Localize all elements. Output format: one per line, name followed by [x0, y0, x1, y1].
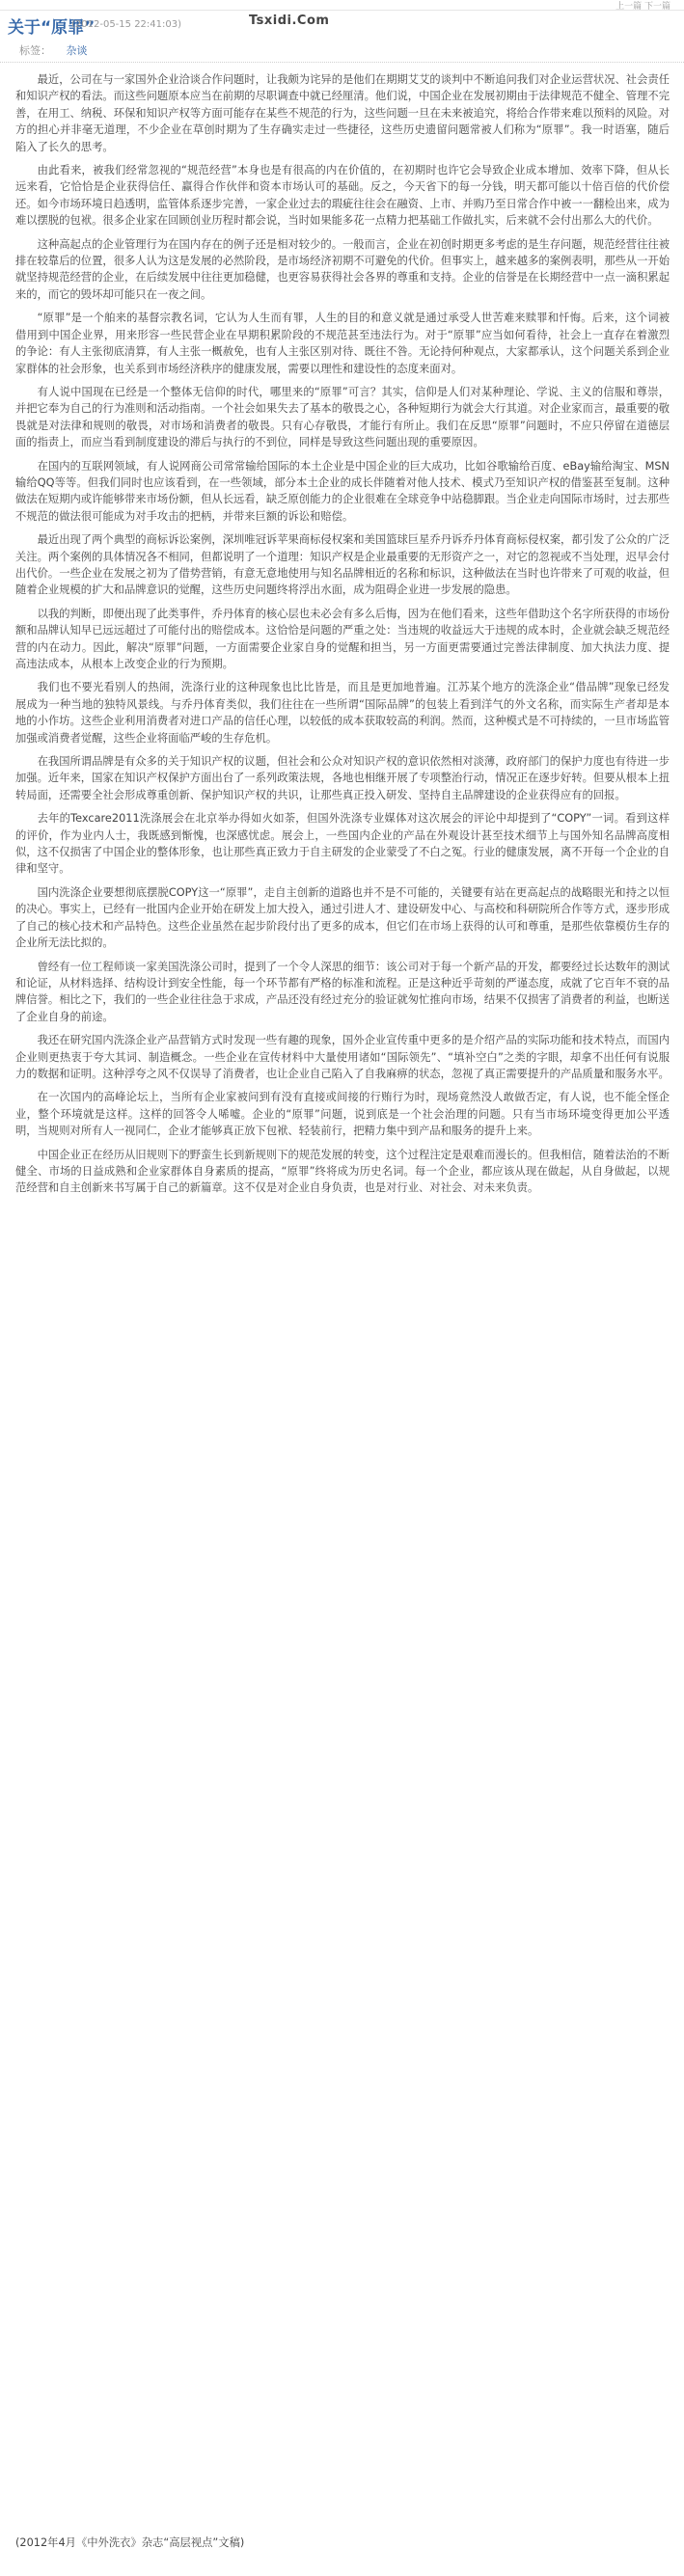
- paragraph: 曾经有一位工程师谈一家美国洗涤公司时，提到了一个令人深思的细节：该公司对于每一个新产品的开发，都要经过长达数年的测试和论证，从材料选择、结构设计到安全性能，每一个环节都有严格的标准和流程。正是这种近乎苛刻的严谨态度，成就了它百年不衰的品牌信誉。相比之下，我们的一些企业往往急于求成，产品还没有经过充分的验证就匆忙推向市场，结果不仅损害了消费者的利益，也断送了企业自身的前途。: [15, 960, 670, 1023]
- footer-column: “高层视点”: [163, 2536, 219, 2549]
- paragraph: 有人说中国现在已经是一个整体无信仰的时代，哪里来的“原罪”可言？其实，信仰是人们对某种理论、学说、主义的信服和尊崇，并把它奉为自己的行为准则和活动指南。一个社会如果失去了基本的敬畏之心，各种短期行为就会大行其道。对企业家而言，最重要的敬畏就是对法律和规则的敬畏，对市场和消费者的敬畏。只有心存敬畏，才能行有所止。我们在反思“原罪”问题时，不应只停留在道德层面的指责上，而应当看到制度建设的滞后与执行的不到位，同样是导致这些问题出现的重要原因。: [15, 385, 670, 449]
- post-nav-links[interactable]: 上一篇 下一篇: [616, 2, 670, 12]
- paragraph: 最近出现了两个典型的商标诉讼案例，深圳唯冠诉苹果商标侵权案和美国篮球巨星乔丹诉乔丹体育商标侵权案，都引发了公众的广泛关注。两个案例的具体情况各不相同，但都说明了一个道理：知识产权是企业最重要的无形资产之一，对它的忽视或不当处理，迟早会付出代价。一些企业在发展之初为了借势营销，有意无意地使用与知名品牌相近的名称和标识，这种做法在当时也许带来了可观的收益，但随着企业规模的扩大和品牌意识的觉醒，这些历史问题终将浮出水面，成为阻碍企业进一步发展的隐患。: [15, 533, 670, 597]
- paragraph: 这种高起点的企业管理行为在国内存在的例子还是相对较少的。一般而言，企业在初创时期更多考虑的是生存问题，规范经营往往被排在较靠后的位置，很多人认为这是发展的必然阶段，是市场经济初期不可避免的代价。但事实上，越来越多的案例表明，那些从一开始就坚持规范经营的企业，在后续发展中往往更加稳健，也更容易获得社会各界的尊重和支持。企业的信誉是在长期经营中一点一滴积累起来的，而它的毁坏却可能只在一夜之间。: [15, 237, 670, 301]
- paragraph: 最近，公司在与一家国外企业洽谈合作问题时，让我颇为诧异的是他们在期期艾艾的谈判中不断追问我们对企业运营状况、社会责任和知识产权的看法。而这些问题原本应当在前期的尽职调查中就已经厘清。他们说，中国企业在发展初期由于法律规范不健全、管理不完善，在用工、纳税、环保和知识产权等方面可能存在某些不规范的行为，这些问题一旦在未来被追究，将给合作带来难以预料的风险。对方的担心并非毫无道理，不少企业在草创时期为了生存确实走过一些捷径，这些历史遗留问题常被人们称为“原罪”。我一时语塞，随后陷入了长久的思考。: [15, 73, 670, 153]
- paragraph: 由此看来，被我们经常忽视的“规范经营”本身也是有很高的内在价值的，在初期时也许它会导致企业成本增加、效率下降，但从长远来看，它恰恰是企业获得信任、赢得合作伙伴和资本市场认可的基础。反之，今天省下的每一分钱，明天都可能以十倍百倍的代价偿还。如今市场环境日趋透明，监管体系逐步完善，一家企业过去的瑕疵往往会在融资、上市、并购乃至日常合作中被一一翻检出来，成为难以摆脱的包袱。很多企业家在回顾创业历程时都会说，当时如果能多花一点精力把基础工作做扎实，后来就不会付出那么大的代价。: [15, 164, 670, 228]
- tag-link[interactable]: 杂谈: [66, 44, 88, 57]
- site-watermark: Tsxidi.Com: [249, 14, 330, 28]
- footer-prefix: (2012年4月: [15, 2536, 76, 2549]
- tags-label: 标签：: [19, 44, 51, 57]
- article-footer: [15, 2535, 670, 2551]
- paragraph: 中国企业正在经历从旧规则下的野蛮生长到新规则下的规范发展的转变，这个过程注定是艰难而漫长的。但我相信，随着法治的不断健全、市场的日益成熟和企业家群体自身素质的提高，“原罪”终将成为历史名词。每一个企业，都应该从现在做起，从自身做起，以规范经营和自主创新来书写属于自己的新篇章。这不仅是对企业自身负责，也是对行业、对社会、对未来负责。: [15, 1148, 670, 1195]
- paragraph: 去年的Texcare2011洗涤展会在北京举办得如火如荼，但国外洗涤专业媒体对这次展会的评论中却提到了“COPY”一词。看到这样的评价，作为业内人士，我既感到惭愧，也深感忧虑。展会上，一些国内企业的产品在外观设计甚至技术细节上与国外知名品牌高度相似，这不仅损害了中国企业的整体形象，也让那些真正致力于自主研发的企业蒙受了不白之冤。行业的健康发展，离不开每一个企业的自律和坚守。: [15, 812, 670, 876]
- paragraph: 在我国所谓品牌是有众多的关于知识产权的议题，但社会和公众对知识产权的意识依然相对淡薄，政府部门的保护力度也有待进一步加强。近年来，国家在知识产权保护方面出台了一系列政策法规，各地也相继开展了专项整治行动，情况正在逐步好转。但要从根本上扭转局面，还需要全社会形成尊重创新、保护知识产权的共识，让那些真正投入研发、坚持自主品牌建设的企业获得应有的回报。: [15, 755, 670, 801]
- tags-row: [19, 42, 88, 58]
- paragraph: 国内洗涤企业要想彻底摆脱COPY这一“原罪”，走自主创新的道路也并不是不可能的，关键要有站在更高起点的战略眼光和持之以恒的决心。事实上，已经有一批国内企业开始在研发上加大投入，通过引进人才、建设研发中心、与高校和科研院所合作等方式，逐步形成了自己的核心技术和产品特色。这些企业虽然在起步阶段付出了更多的成本，但它们在市场上获得的认可和尊重，是那些依靠模仿生存的企业所无法比拟的。: [15, 885, 670, 950]
- article-date: (2012-05-15 22:41:03): [71, 19, 182, 30]
- paragraph: 我还在研究国内洗涤企业产品营销方式时发现一些有趣的现象，国外企业宣传重中更多的是介绍产品的实际功能和技术特点，而国内企业则更热衷于夸大其词、制造概念。一些企业在宣传材料中大量使用诸如“国际领先”、“填补空白”之类的字眼，却拿不出任何有说服力的数据和证明。这种浮夸之风不仅误导了消费者，也让企业自己陷入了自我麻痹的状态，忽视了真正需要提升的产品质量和服务水平。: [15, 1034, 670, 1080]
- footer-middle: 杂志: [141, 2536, 164, 2549]
- magazine-link[interactable]: 《中外洗衣》: [75, 2536, 142, 2549]
- footer-suffix: 文稿): [218, 2536, 245, 2549]
- paragraph: 我们也不要光看别人的热闹，洗涤行业的这种现象也比比皆是，而且是更加地普遍。江苏某个地方的洗涤企业“借品牌”现象已经发展成为一种当地的独特风景线。与乔丹体育类似，我们往往在一些所谓“国际品牌”的包装上看到洋气的外文名称，而实际生产者却是本地的小作坊。这些企业利用消费者对进口产品的信任心理，以较低的成本获取较高的利润。然而，这种模式是不可持续的，一旦市场监管加强或消费者觉醒，这些企业将面临严峻的生存危机。: [15, 681, 670, 745]
- paragraph: 在一次国内的高峰论坛上，当所有企业家被问到有没有直接或间接的行贿行为时，现场竟然没人敢做否定，有人说，也不能全怪企业，整个环境就是这样。这样的回答令人唏嘘。企业的“原罪”问题，说到底是一个社会治理的问题。只有当市场环境变得更加公平透明，当规则对所有人一视同仁，企业才能够真正放下包袱、轻装前行，把精力集中到产品和服务的提升上来。: [15, 1091, 670, 1138]
- header-divider: [0, 62, 684, 63]
- article-title: 关于“原罪”: [8, 18, 96, 38]
- article-body: [15, 71, 670, 1204]
- top-bar: [0, 0, 684, 11]
- paragraph: “原罪”是一个舶来的基督宗教名词，它认为人生而有罪，人生的目的和意义就是通过承受人世苦难来赎罪和忏悔。后来，这个词被借用到中国企业界，用来形容一些民营企业在早期积累阶段的不规范甚至违法行为。对于“原罪”应当如何看待，社会上一直存在着激烈的争论：有人主张彻底清算，有人主张一概赦免，也有人主张区别对待、既往不咎。无论持何种观点，大家都承认，这个问题关系到企业家群体的社会形象，也关系到市场经济秩序的健康发展，需要以理性和建设性的态度来面对。: [15, 312, 670, 375]
- paragraph: 以我的判断，即便出现了此类事件，乔丹体育的核心层也未必会有多么后悔，因为在他们看来，这些年借助这个名字所获得的市场份额和品牌认知早已远远超过了可能付出的赔偿成本。这恰恰是问题的严重之处：当违规的收益远大于违规的成本时，企业就会缺乏规范经营的内在动力。因此，解决“原罪”问题，一方面需要企业家自身的觉醒和担当，另一方面更需要通过完善法律制度、加大执法力度、提高违法成本，从根本上改变企业的行为预期。: [15, 607, 670, 670]
- paragraph: 在国内的互联网领域，有人说网商公司常常输给国际的本土企业是中国企业的巨大成功，比如谷歌输给百度、eBay输给淘宝、MSN输给QQ等等。但我们同时也应该看到，在一些领域，部分本土企业的成长伴随着对他人技术、模式乃至知识产权的借鉴甚至复制。这种做法在短期内或许能够带来市场份额，但从长远看，缺乏原创能力的企业很难在全球竞争中站稳脚跟。当企业走向国际市场时，过去那些不规范的做法很可能成为对手攻击的把柄，并带来巨额的诉讼和赔偿。: [15, 459, 670, 523]
